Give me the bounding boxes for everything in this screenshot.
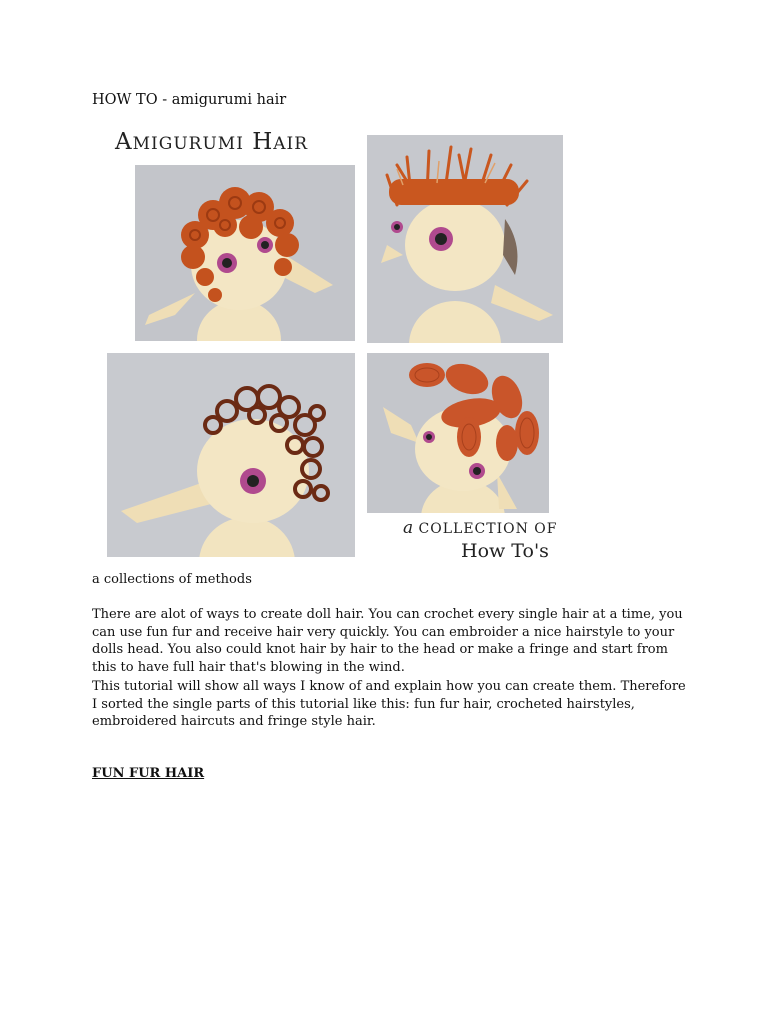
subtitle: a collections of methods [92, 572, 252, 587]
amigurumi-hair-collage-image [103, 125, 563, 570]
curly-orange-hair-photo [135, 165, 355, 341]
document-title: HOW TO - amigurumi hair [92, 92, 287, 108]
brown-loop-hair-photo [107, 353, 355, 557]
fun-fur-hair-photo [367, 135, 563, 343]
section-heading-fun-fur-hair: FUN FUR HAIR [92, 766, 205, 781]
collage-caption: a COLLECTION OF How To's [403, 518, 558, 562]
tutorial-overview-paragraph: This tutorial will show all ways I know of and explain how you can create them. Therefore I sorted the single parts of this tutorial like this: fun fur hair, crocheted hairstyles, embroidered haircuts and fringe style hair. [92, 679, 686, 729]
collage-heading: AMIGURUMI HAIR [115, 129, 309, 155]
crocheted-fringe-hair-photo [367, 353, 549, 513]
intro-paragraph: There are alot of ways to create doll hair. You can crochet every single hair at a time, you can use fun fur and receive hair very quickly. You can embroider a nice hairstyle to your dolls head. You also could knot hair by hair to the head or make a fringe and start from this to have full hair that's blowing in the wind. [92, 607, 683, 675]
